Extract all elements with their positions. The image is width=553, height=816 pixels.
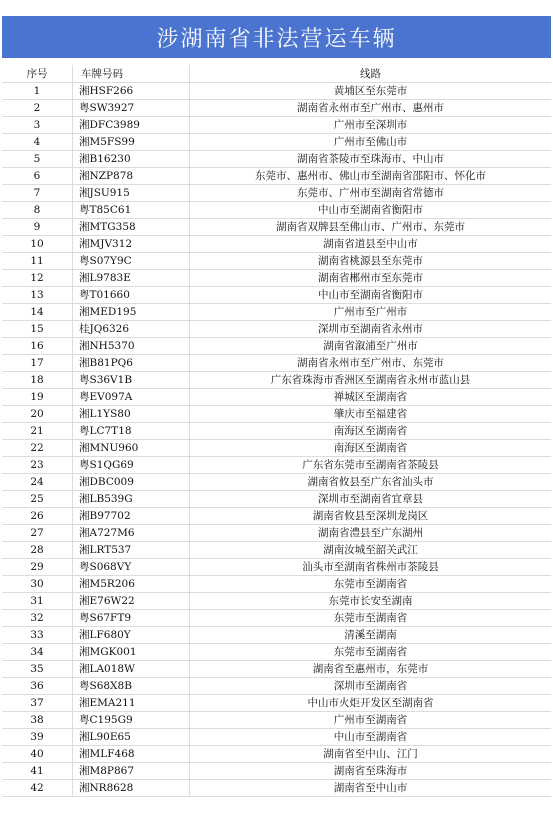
row-index: 32 [2, 610, 73, 627]
row-route: 东莞市、广州市至湖南省常德市 [190, 185, 552, 202]
table-row [2, 134, 551, 151]
table-body [2, 83, 551, 797]
table-row [2, 644, 551, 661]
row-plate: 湘MLF468 [73, 746, 190, 763]
row-index: 7 [2, 185, 73, 202]
row-plate: 湘LB539G [73, 491, 190, 508]
row-plate: 湘LF680Y [73, 627, 190, 644]
table-row [2, 491, 551, 508]
row-plate: 湘LA018W [73, 661, 190, 678]
table-row [2, 372, 551, 389]
row-plate: 桂JQ6326 [73, 321, 190, 338]
table-row [2, 338, 551, 355]
table-row [2, 100, 551, 117]
row-route: 广东省东莞市至湖南省茶陵县 [190, 457, 552, 474]
table-row [2, 729, 551, 746]
table-row [2, 389, 551, 406]
row-index: 41 [2, 763, 73, 780]
table-row [2, 287, 551, 304]
row-index: 11 [2, 253, 73, 270]
row-route: 清溪至湖南 [190, 627, 552, 644]
table-row [2, 168, 551, 185]
row-index: 26 [2, 508, 73, 525]
row-plate: 湘MJV312 [73, 236, 190, 253]
row-route: 广州市至佛山市 [190, 134, 552, 151]
row-index: 6 [2, 168, 73, 185]
row-index: 23 [2, 457, 73, 474]
row-plate: 湘B97702 [73, 508, 190, 525]
row-route: 湖南省攸县至深圳龙岗区 [190, 508, 552, 525]
row-plate: 湘HSF266 [73, 83, 190, 100]
row-route: 禅城区至湖南省 [190, 389, 552, 406]
table-row [2, 576, 551, 593]
row-index: 9 [2, 219, 73, 236]
row-route: 湖南汝城至韶关武江 [190, 542, 552, 559]
row-index: 35 [2, 661, 73, 678]
table-row [2, 661, 551, 678]
row-index: 5 [2, 151, 73, 168]
table-row [2, 219, 551, 236]
row-plate: 湘DFC3989 [73, 117, 190, 134]
table-row [2, 780, 551, 797]
table-row [2, 457, 551, 474]
row-plate: 湘B81PQ6 [73, 355, 190, 372]
row-plate: 湘JSU915 [73, 185, 190, 202]
page-title: 涉湖南省非法营运车辆 [2, 16, 551, 58]
row-index: 28 [2, 542, 73, 559]
row-plate: 粤C195G9 [73, 712, 190, 729]
row-route: 东莞市至湖南省 [190, 610, 552, 627]
row-plate: 粤S1QG69 [73, 457, 190, 474]
table-row [2, 678, 551, 695]
row-plate: 湘EMA211 [73, 695, 190, 712]
row-route: 广州市至深圳市 [190, 117, 552, 134]
row-index: 8 [2, 202, 73, 219]
row-plate: 粤S07Y9C [73, 253, 190, 270]
table-row [2, 304, 551, 321]
table-row [2, 236, 551, 253]
row-route: 湖南省溆浦至广州市 [190, 338, 552, 355]
table-row [2, 474, 551, 491]
row-route: 中山市至湖南省 [190, 729, 552, 746]
row-index: 16 [2, 338, 73, 355]
row-route: 湖南省茶陵市至珠海市、中山市 [190, 151, 552, 168]
row-index: 27 [2, 525, 73, 542]
row-route: 东莞市至湖南省 [190, 576, 552, 593]
row-plate: 湘MNU960 [73, 440, 190, 457]
row-route: 湖南省永州市至广州市、东莞市 [190, 355, 552, 372]
row-index: 10 [2, 236, 73, 253]
row-route: 东莞市长安至湖南 [190, 593, 552, 610]
row-plate: 湘L1YS80 [73, 406, 190, 423]
table-row [2, 610, 551, 627]
table-row [2, 695, 551, 712]
row-index: 12 [2, 270, 73, 287]
row-plate: 湘NR8628 [73, 780, 190, 797]
table-row [2, 712, 551, 729]
row-plate: 湘MTG358 [73, 219, 190, 236]
row-route: 黄埔区至东莞市 [190, 83, 552, 100]
table-row [2, 746, 551, 763]
row-plate: 粤S068VY [73, 559, 190, 576]
row-index: 17 [2, 355, 73, 372]
table-row [2, 440, 551, 457]
row-route: 肇庆市至福建省 [190, 406, 552, 423]
table-row [2, 270, 551, 287]
row-route: 南海区至湖南省 [190, 423, 552, 440]
row-route: 湖南省攸县至广东省汕头市 [190, 474, 552, 491]
row-plate: 粤T85C61 [73, 202, 190, 219]
row-route: 汕头市至湖南省株州市茶陵县 [190, 559, 552, 576]
row-index: 39 [2, 729, 73, 746]
table-row [2, 321, 551, 338]
row-plate: 湘M5FS99 [73, 134, 190, 151]
row-plate: 湘M8P867 [73, 763, 190, 780]
row-index: 13 [2, 287, 73, 304]
row-index: 33 [2, 627, 73, 644]
row-plate: 湘MED195 [73, 304, 190, 321]
row-plate: 湘NZP878 [73, 168, 190, 185]
row-plate: 粤S67FT9 [73, 610, 190, 627]
row-route: 广州市至湖南省 [190, 712, 552, 729]
row-plate: 湘B16230 [73, 151, 190, 168]
table-row [2, 83, 551, 100]
row-index: 38 [2, 712, 73, 729]
table-row [2, 202, 551, 219]
row-route: 中山市火炬开发区至湖南省 [190, 695, 552, 712]
row-plate: 粤SW3927 [73, 100, 190, 117]
row-route: 东莞市、惠州市、佛山市至湖南省邵阳市、怀化市 [190, 168, 552, 185]
table-row [2, 525, 551, 542]
table-row [2, 406, 551, 423]
table-row [2, 185, 551, 202]
row-route: 深圳市至湖南省 [190, 678, 552, 695]
row-index: 42 [2, 780, 73, 797]
row-route: 中山市至湖南省衡阳市 [190, 202, 552, 219]
row-index: 3 [2, 117, 73, 134]
row-index: 34 [2, 644, 73, 661]
row-plate: 湘A727M6 [73, 525, 190, 542]
table-row [2, 627, 551, 644]
row-index: 31 [2, 593, 73, 610]
table-row [2, 542, 551, 559]
row-plate: 湘LRT537 [73, 542, 190, 559]
row-route: 广东省珠海市香洲区至湖南省永州市蓝山县 [190, 372, 552, 389]
row-index: 2 [2, 100, 73, 117]
row-index: 37 [2, 695, 73, 712]
row-plate: 粤T01660 [73, 287, 190, 304]
row-index: 22 [2, 440, 73, 457]
row-route: 湖南省道县至中山市 [190, 236, 552, 253]
row-index: 20 [2, 406, 73, 423]
row-index: 4 [2, 134, 73, 151]
row-plate: 粤S68X8B [73, 678, 190, 695]
row-route: 广州市至广州市 [190, 304, 552, 321]
row-index: 40 [2, 746, 73, 763]
table-row [2, 593, 551, 610]
table-row [2, 253, 551, 270]
row-plate: 湘E76W22 [73, 593, 190, 610]
row-plate: 粤EV097A [73, 389, 190, 406]
row-index: 15 [2, 321, 73, 338]
row-plate: 湘L9783E [73, 270, 190, 287]
row-index: 19 [2, 389, 73, 406]
row-route: 湖南省澧县至广东湖州 [190, 525, 552, 542]
row-route: 南海区至湖南省 [190, 440, 552, 457]
row-route: 湖南省至中山、江门 [190, 746, 552, 763]
row-route: 东莞市至湖南省 [190, 644, 552, 661]
row-index: 24 [2, 474, 73, 491]
row-plate: 湘NH5370 [73, 338, 190, 355]
row-route: 湖南省至珠海市 [190, 763, 552, 780]
row-route: 湖南省至惠州市，东莞市 [190, 661, 552, 678]
row-index: 14 [2, 304, 73, 321]
row-plate: 湘M5R206 [73, 576, 190, 593]
row-plate: 粤LC7T18 [73, 423, 190, 440]
row-plate: 湘MGK001 [73, 644, 190, 661]
row-index: 29 [2, 559, 73, 576]
table-row [2, 559, 551, 576]
table-row [2, 508, 551, 525]
table-row [2, 151, 551, 168]
row-route: 湖南省永州市至广州市、惠州市 [190, 100, 552, 117]
row-index: 25 [2, 491, 73, 508]
row-route: 中山市至湖南省衡阳市 [190, 287, 552, 304]
row-route: 湖南省桃源县至东莞市 [190, 253, 552, 270]
row-route: 深圳市至湖南省永州市 [190, 321, 552, 338]
row-plate: 湘DBC009 [73, 474, 190, 491]
row-index: 21 [2, 423, 73, 440]
table-row [2, 117, 551, 134]
row-index: 18 [2, 372, 73, 389]
row-route: 湖南省双牌县至佛山市、广州市、东莞市 [190, 219, 552, 236]
row-route: 深圳市至湖南省宜章县 [190, 491, 552, 508]
row-route: 湖南省郴州市至东莞市 [190, 270, 552, 287]
row-route: 湖南省至中山市 [190, 780, 552, 797]
header-route: 线路 [190, 65, 552, 83]
header-index: 序号 [2, 65, 73, 83]
row-index: 36 [2, 678, 73, 695]
table-row [2, 355, 551, 372]
row-index: 1 [2, 83, 73, 100]
row-plate: 粤S36V1B [73, 372, 190, 389]
table-row [2, 763, 551, 780]
table-row [2, 423, 551, 440]
table-header-row [2, 65, 551, 83]
header-plate: 车牌号码 [73, 65, 190, 83]
vehicle-table [2, 65, 551, 797]
row-plate: 湘L90E65 [73, 729, 190, 746]
row-index: 30 [2, 576, 73, 593]
